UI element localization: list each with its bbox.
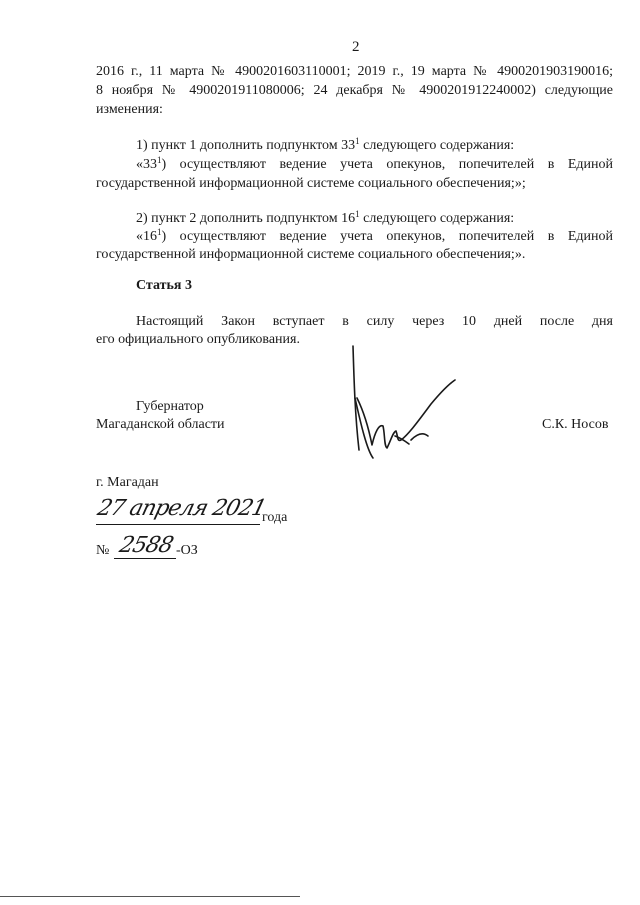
item-1-quote-text: ) осуществляют ведение учета опекунов, попечителей в Единой — [161, 157, 613, 172]
item-1-heading-text: 1) пункт 1 дополнить подпунктом 33 — [136, 138, 356, 153]
date-handwritten: 27 апреля 2021 — [94, 496, 269, 521]
item-2-heading-sup: 1 — [355, 209, 360, 219]
item-1-heading-sup: 1 — [355, 136, 360, 146]
item-2-quote-text: ) осуществляют ведение учета опекунов, попечителей в Единой — [161, 229, 613, 244]
intro-line-1: 2016 г., 11 марта № 4900201603110001; 2019 г., 19 марта № 4900201903190016; — [96, 64, 613, 79]
signatory-title-2: Магаданской области — [96, 417, 225, 432]
signatory-name: С.К. Носов — [542, 417, 609, 432]
item-1-heading — [136, 137, 514, 155]
item-2-quote-line-2: государственной информационной системе социального обеспечения;». — [96, 247, 526, 262]
intro-line-2: 8 ноября № 4900201911080006; 24 декабря № 4900201912240002) следующие — [96, 83, 613, 98]
item-1-quote-sup: 1 — [157, 155, 162, 165]
item-1-quote-line-2: государственной информационной системе социального обеспечения;»; — [96, 176, 526, 191]
item-2-heading-tail: следующего содержания: — [359, 211, 515, 226]
item-2-heading-text: 2) пункт 2 дополнить подпунктом 16 — [136, 211, 356, 226]
item-1-heading-tail: следующего содержания: — [359, 138, 515, 153]
law-number-suffix: -ОЗ — [176, 543, 198, 558]
intro-line-3: изменения: — [96, 102, 163, 117]
item-2-quote-open: «16 — [136, 229, 157, 244]
law-number-prefix: № — [96, 543, 110, 558]
item-1-quote-line-1 — [136, 156, 613, 174]
item-2-quote-sup: 1 — [157, 227, 162, 237]
place: г. Магадан — [96, 475, 159, 490]
article-line-1: Настоящий Закон вступает в силу через 10 дней после дня — [136, 314, 613, 329]
page-number: 2 — [352, 39, 360, 55]
law-number-underline — [114, 558, 176, 559]
item-2-heading — [136, 210, 514, 228]
date-underline — [96, 524, 260, 525]
item-2-quote-line-1 — [136, 228, 613, 246]
item-1-quote-open: «33 — [136, 157, 157, 172]
law-number-handwritten: 2588 — [116, 533, 176, 558]
article-title: Статья 3 — [136, 278, 192, 293]
handwritten-signature — [335, 340, 475, 490]
bottom-edge-line — [0, 896, 300, 897]
article-line-2: его официального опубликования. — [96, 332, 300, 347]
date-suffix: года — [262, 510, 288, 525]
signatory-title-1: Губернатор — [136, 399, 204, 414]
